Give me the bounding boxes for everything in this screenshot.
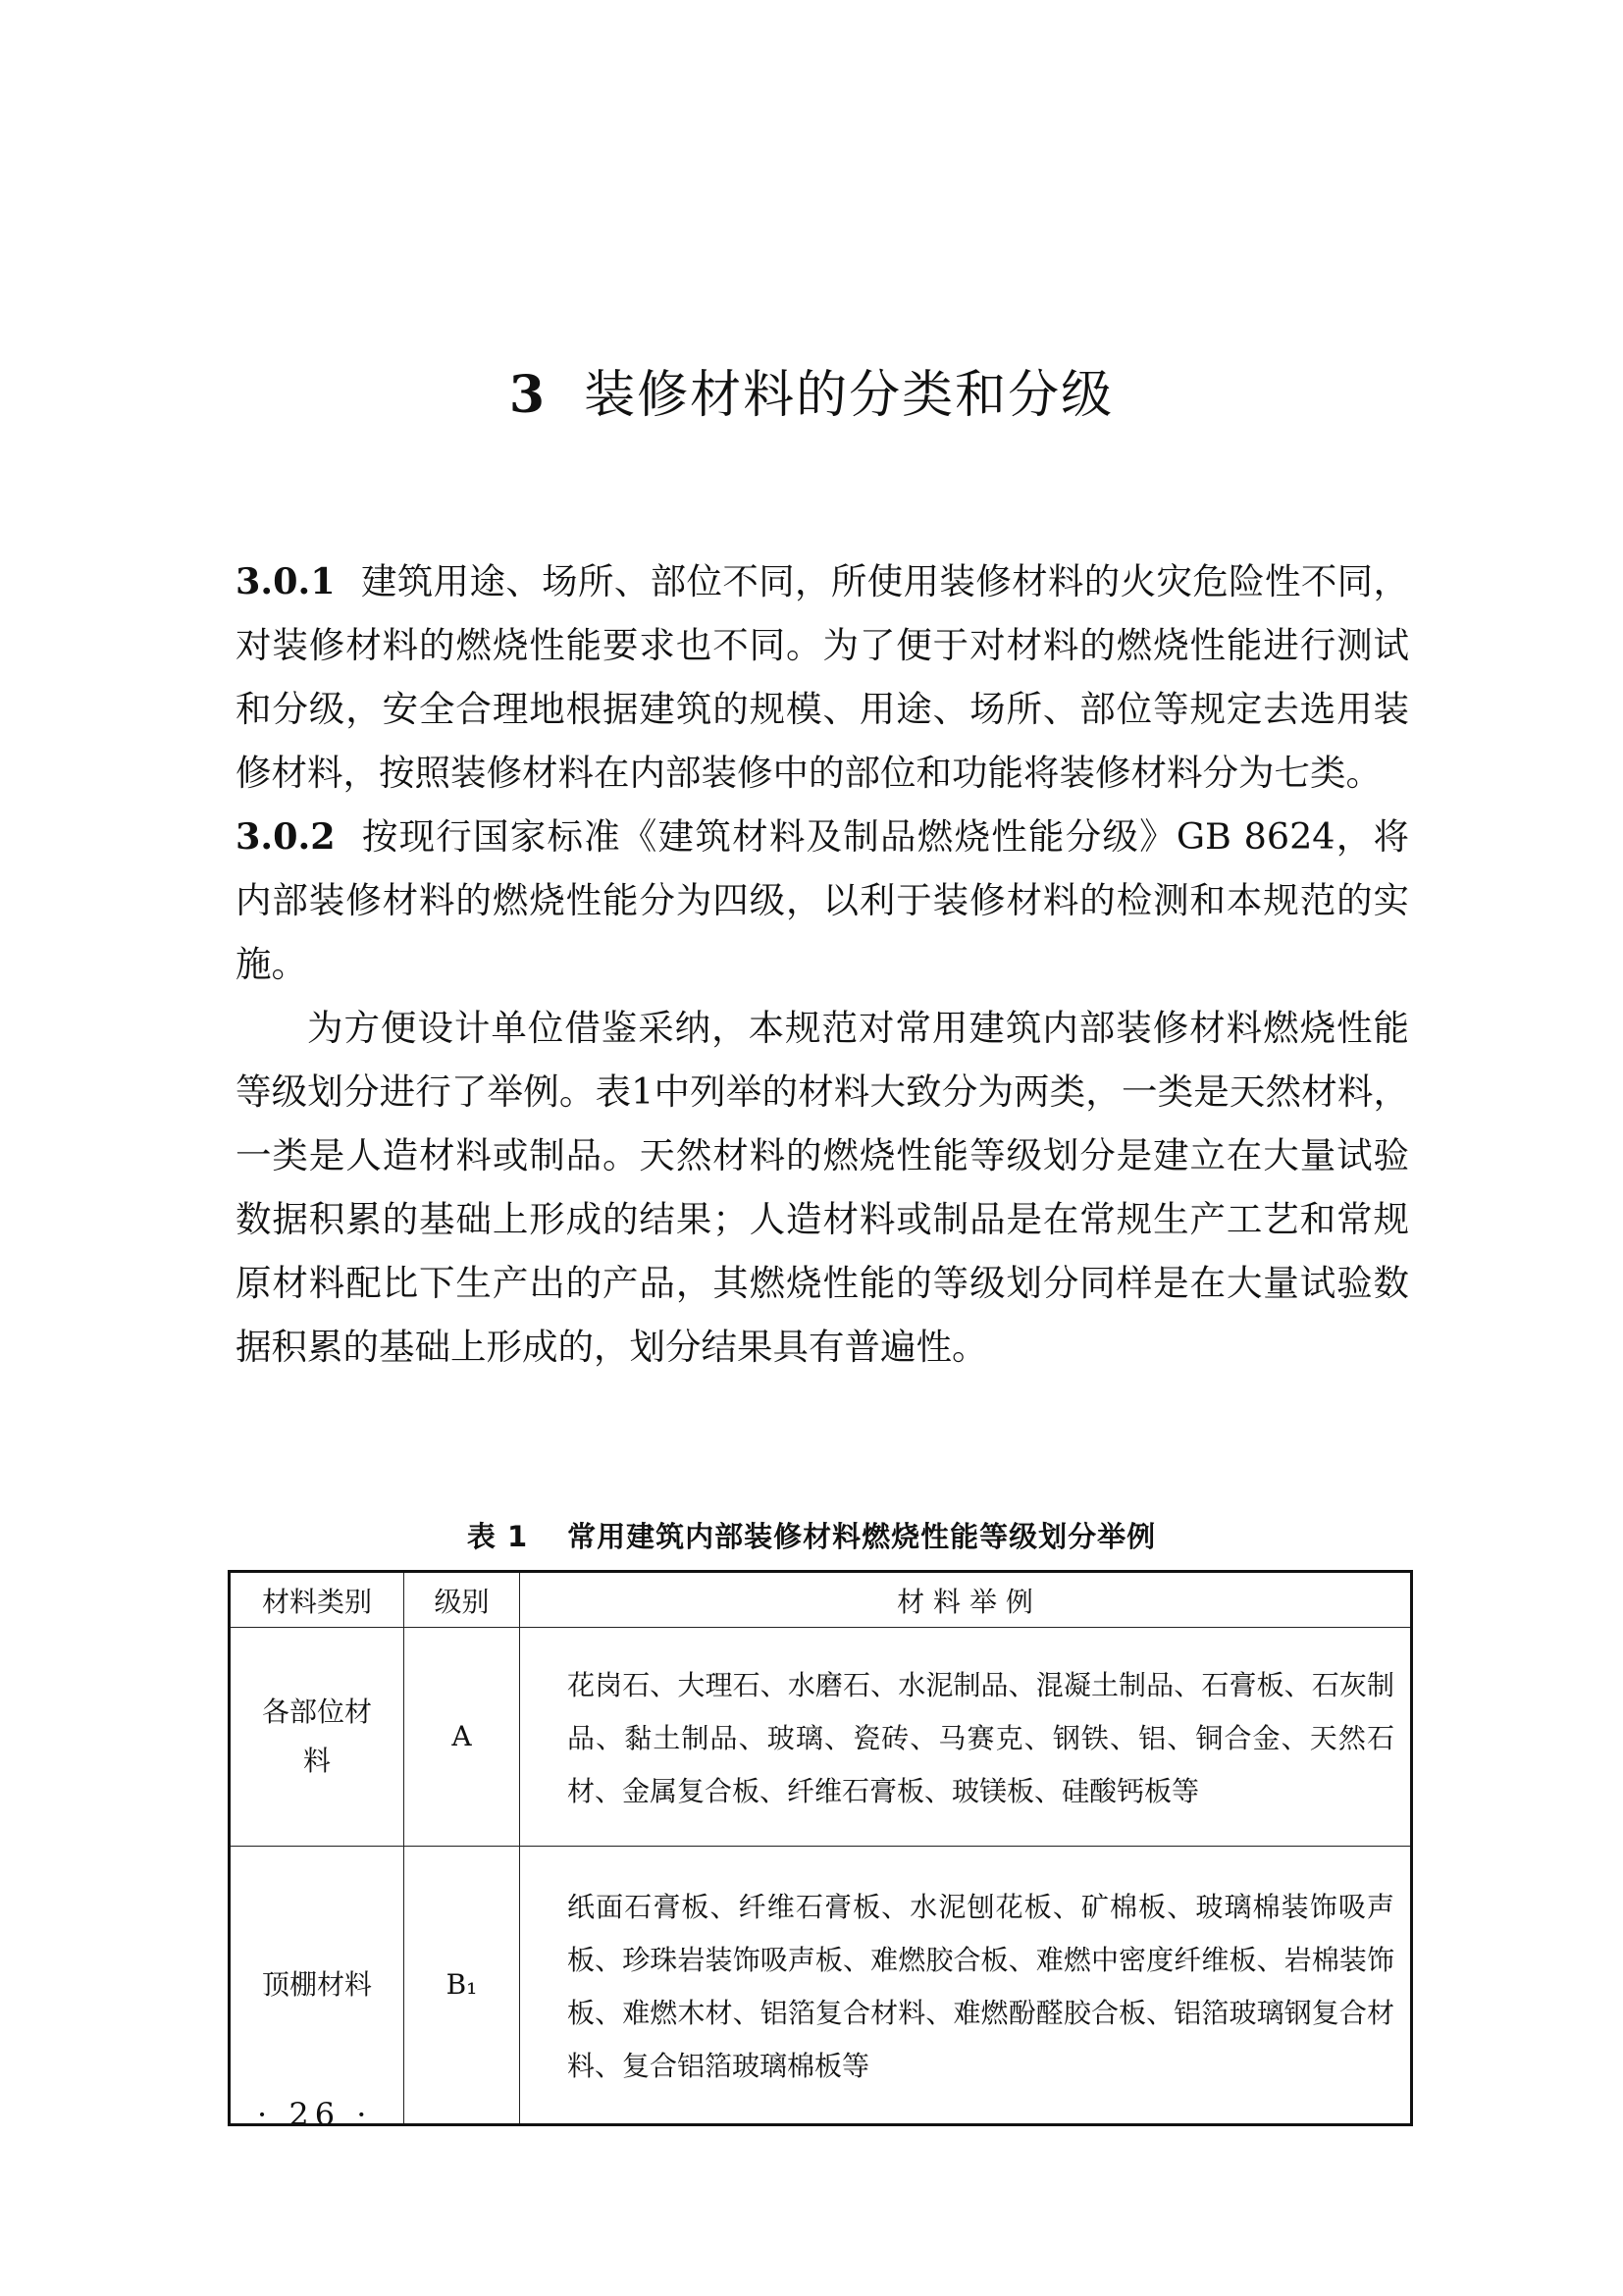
- materials-table: [228, 1570, 1413, 2126]
- cell-level: B₁: [404, 1847, 520, 2125]
- cell-category: [230, 1628, 404, 1847]
- table-caption: [0, 1515, 1623, 1555]
- explanation-paragraph: 为方便设计单位借鉴采纳，本规范对常用建筑内部装修材料燃烧性能等级划分进行了举例。表1中列举的材料大致分为两类，一类是天然材料，一类是人造材料或制品。天然材料的燃烧性能等级划分是建立在大量试验数据积累的基础上形成的结果；人造材料或制品是在常规生产工艺和常规原材料配比下生产出的产品，其燃烧性能的等级划分同样是在大量试验数据积累的基础上形成的，划分结果具有普遍性。: [236, 1007, 1409, 1368]
- clause-number: 3.0.2: [236, 815, 336, 858]
- cell-category: 顶棚材料: [230, 1847, 404, 2125]
- table-row: [230, 1628, 1412, 1847]
- header-category: 材料类别: [230, 1572, 404, 1628]
- table-header-row: [230, 1572, 1412, 1628]
- header-level: 级别: [404, 1572, 520, 1628]
- table-number: 表 1: [466, 1520, 529, 1553]
- clause-3-0-1: [236, 549, 1409, 805]
- cell-examples: 花岗石、大理石、水磨石、水泥制品、混凝土制品、石膏板、石灰制品、黏土制品、玻璃、瓷砖、马赛克、钢铁、铝、铜合金、天然石材、金属复合板、纤维石膏板、玻镁板、硅酸钙板等: [520, 1628, 1412, 1847]
- table-row: [230, 1847, 1412, 2125]
- clause-text: 建筑用途、场所、部位不同，所使用装修材料的火灾危险性不同，对装修材料的燃烧性能要求也不同。为了便于对材料的燃烧性能进行测试和分级，安全合理地根据建筑的规模、用途、场所、部位等规定去选用装修材料，按照装修材料在内部装修中的部位和功能将装修材料分为七类。: [236, 560, 1409, 794]
- cell-level: A: [404, 1628, 520, 1847]
- clause-text: 按现行国家标准《建筑材料及制品燃烧性能分级》GB 8624，将内部装修材料的燃烧性能分为四级，以利于装修材料的检测和本规范的实施。: [236, 815, 1409, 985]
- body-text: [236, 549, 1409, 1379]
- clause-number: 3.0.1: [236, 560, 336, 602]
- page-number: · 26 ·: [257, 2096, 373, 2133]
- clause-3-0-2: [236, 805, 1409, 996]
- chapter-number: 3: [508, 365, 548, 425]
- category-text: 各部位材料: [262, 1696, 373, 1777]
- header-examples: 材 料 举 例: [520, 1572, 1412, 1628]
- chapter-title-text: 装修材料的分类和分级: [584, 366, 1115, 425]
- chapter-title: [0, 353, 1623, 427]
- cell-examples: 纸面石膏板、纤维石膏板、水泥刨花板、矿棉板、玻璃棉装饰吸声板、珍珠岩装饰吸声板、难燃胶合板、难燃中密度纤维板、岩棉装饰板、难燃木材、铝箔复合材料、难燃酚醛胶合板、铝箔玻璃钢复合材料、复合铝箔玻璃棉板等: [520, 1847, 1412, 2125]
- table-caption-text: 常用建筑内部装修材料燃烧性能等级划分举例: [567, 1520, 1157, 1553]
